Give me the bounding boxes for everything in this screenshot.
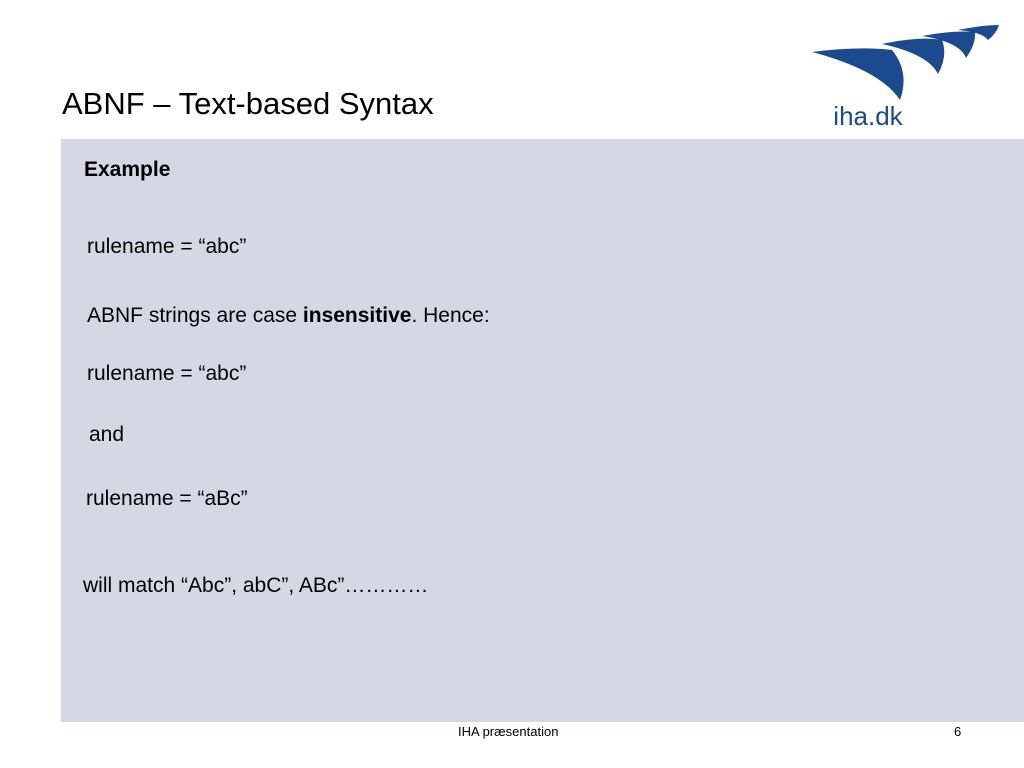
footer-presentation: IHA præsentation <box>458 724 559 739</box>
case-insensitive-sentence <box>87 303 490 329</box>
swoosh-logo-icon <box>810 22 1002 102</box>
match-sentence: will match “Abc”, abC”, ABc”………… <box>83 574 429 597</box>
page-number: 6 <box>954 724 962 739</box>
example-heading: Example <box>84 158 171 181</box>
slide-title: ABNF – Text-based Syntax <box>62 86 434 121</box>
rule-abc-second: rulename = “abc” <box>87 362 247 385</box>
case-suffix: . Hence: <box>411 304 490 327</box>
case-prefix: ABNF strings are case <box>87 304 303 327</box>
rule-abc-mixed-case: rulename = “aBc” <box>86 487 248 510</box>
iha-logo <box>810 22 1002 134</box>
content-panel <box>61 139 1024 722</box>
logo-text: iha.dk <box>833 101 903 131</box>
and-text: and <box>89 423 125 446</box>
rule-abc-first: rulename = “abc” <box>87 235 247 258</box>
insensitive-word: insensitive <box>302 304 412 327</box>
